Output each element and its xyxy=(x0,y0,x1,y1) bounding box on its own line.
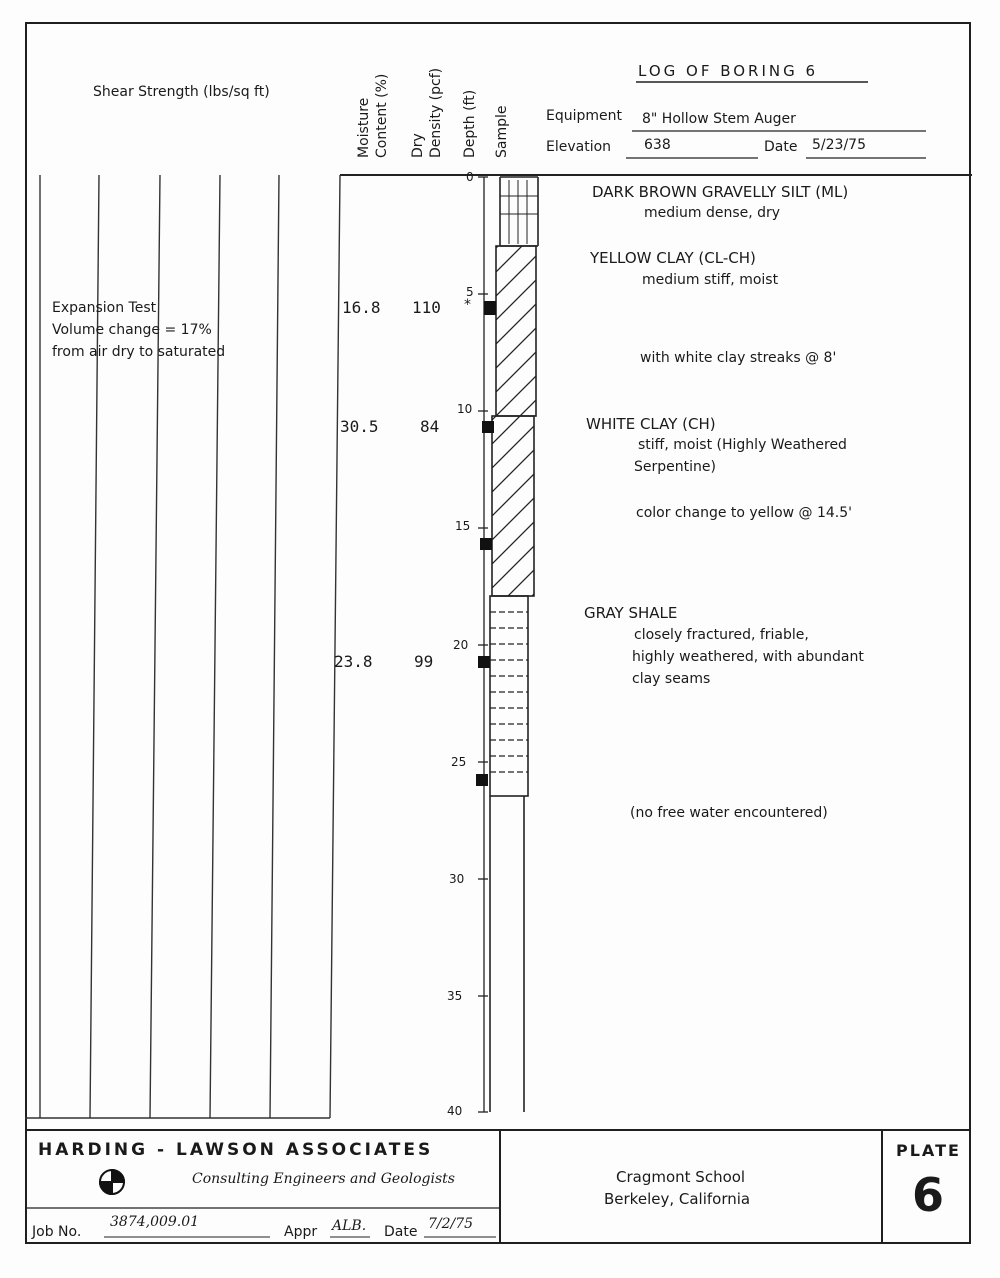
project-location: Berkeley, California xyxy=(604,1190,751,1208)
stratum-name: GRAY SHALE xyxy=(584,604,678,622)
white-clay-hatch xyxy=(492,416,534,596)
stratum-name: YELLOW CLAY (CL-CH) xyxy=(590,249,756,267)
stratum-description: medium dense, dry xyxy=(644,205,781,221)
approval-value: ALB. xyxy=(332,1218,367,1234)
depth-tick-label: 25 xyxy=(451,755,467,769)
dry-density-heading-line2: Density (pcf) xyxy=(428,67,444,158)
company-name: HARDING - LAWSON ASSOCIATES xyxy=(38,1140,434,1160)
equipment-label: Equipment xyxy=(546,108,622,124)
depth-tick-label: 30 xyxy=(449,872,465,886)
expansion-note-line2: Volume change = 17% xyxy=(52,322,212,338)
moisture-value: 23.8 xyxy=(334,652,373,671)
company-logo-icon xyxy=(100,1170,124,1194)
stratum-description: clay seams xyxy=(632,671,711,687)
footer-date-value: 7/2/75 xyxy=(428,1216,474,1232)
open-hole xyxy=(490,796,524,1112)
depth-tick-label: 35 xyxy=(447,989,463,1003)
stratum-description: Serpentine) xyxy=(634,459,716,475)
depth-tick-label: 40 xyxy=(447,1104,463,1118)
boring-column xyxy=(500,177,538,246)
job-number-value: 3874,009.01 xyxy=(110,1214,200,1230)
depth-tick-label: 5 xyxy=(466,285,474,299)
job-number-label: Job No. xyxy=(32,1224,82,1240)
gray-shale-hatch xyxy=(490,596,528,796)
moisture-heading-line2: Content (%) xyxy=(374,73,390,158)
elevation-label: Elevation xyxy=(546,139,612,155)
depth-axis xyxy=(478,177,488,1112)
expansion-note-line1: Expansion Test xyxy=(52,300,157,316)
depth-heading: Depth (ft) xyxy=(462,89,478,158)
plate-label: PLATE xyxy=(896,1141,961,1160)
stratum-description: stiff, moist (Highly Weathered xyxy=(638,437,847,453)
moisture-value: 16.8 xyxy=(342,298,381,317)
date-label: Date xyxy=(764,139,798,155)
company-subtitle: Consulting Engineers and Geologists xyxy=(192,1171,455,1187)
equipment-value: 8" Hollow Stem Auger xyxy=(642,111,796,127)
density-value: 99 xyxy=(414,652,434,671)
groundwater-note: (no free water encountered) xyxy=(630,805,828,821)
log-title: LOG OF BORING 6 xyxy=(638,62,819,80)
expansion-note-line3: from air dry to saturated xyxy=(52,344,226,360)
density-value: 84 xyxy=(420,417,440,436)
density-value: 110 xyxy=(412,298,441,317)
elevation-value: 638 xyxy=(644,137,671,153)
sample-heading: Sample xyxy=(494,105,510,158)
stratum-description: closely fractured, friable, xyxy=(634,627,809,643)
shear-strength-heading: Shear Strength (lbs/sq ft) xyxy=(93,84,270,100)
moisture-value: 30.5 xyxy=(340,417,379,436)
dry-density-heading-line1: Dry xyxy=(410,133,426,158)
stratum-description: with white clay streaks @ 8' xyxy=(640,350,837,366)
approval-label: Appr xyxy=(284,1224,318,1240)
stratum-description: medium stiff, moist xyxy=(642,272,779,288)
yellow-clay-hatch xyxy=(496,246,536,416)
stratum-name: WHITE CLAY (CH) xyxy=(586,415,716,433)
depth-tick-label: 20 xyxy=(453,638,469,652)
depth-tick-label: 0 xyxy=(466,170,474,184)
footer-date-label: Date xyxy=(384,1224,418,1240)
depth-tick-label: 15 xyxy=(455,519,471,533)
plate-number: 6 xyxy=(912,1168,945,1222)
sample-marker-note: * xyxy=(464,297,471,313)
stratum-description: color change to yellow @ 14.5' xyxy=(636,505,853,521)
date-value: 5/23/75 xyxy=(812,137,866,153)
depth-tick-label: 10 xyxy=(457,402,473,416)
stratum-name: DARK BROWN GRAVELLY SILT (ML) xyxy=(592,183,849,201)
project-name: Cragmont School xyxy=(616,1168,746,1186)
shear-strength-grid xyxy=(25,175,340,1118)
stratum-description: highly weathered, with abundant xyxy=(632,649,864,665)
moisture-heading-line1: Moisture xyxy=(356,97,372,158)
